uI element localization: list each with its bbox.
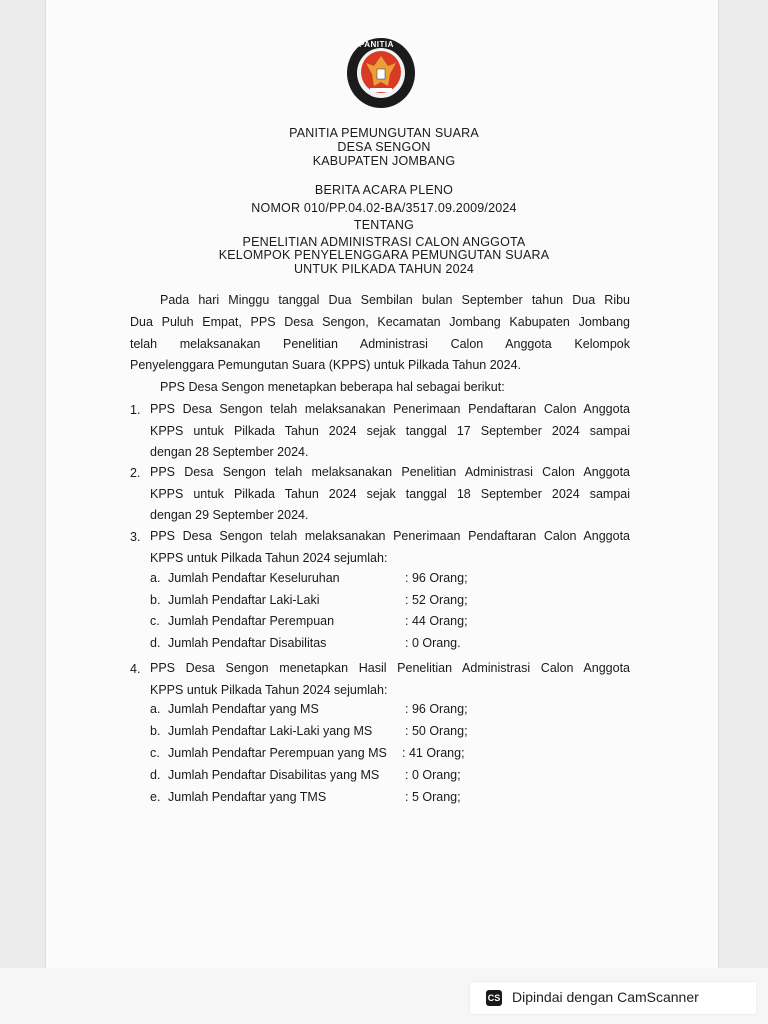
point-1-line-1: PPS Desa Sengon telah melaksanakan Penerimaan Pendaftaran Calon Anggota xyxy=(150,402,630,416)
org-line-1: PANITIA PEMUNGUTAN SUARA xyxy=(289,126,479,140)
intro-line-4: Penyelenggara Pemungutan Suara (KPPS) untuk Pilkada Tahun 2024. xyxy=(130,358,522,372)
list-letter: d. xyxy=(150,768,161,782)
list-item-label: Jumlah Pendaftar Perempuan xyxy=(168,614,335,628)
list-item-label: Jumlah Pendaftar Keseluruhan xyxy=(168,571,340,585)
point-3-line-2: KPPS untuk Pilkada Tahun 2024 sejumlah: xyxy=(150,551,388,565)
list-item-value: : 44 Orang; xyxy=(405,614,468,628)
point-4-line-1: PPS Desa Sengon menetapkan Hasil Penelitian Administrasi Calon Anggota xyxy=(150,661,630,675)
point-number: 3. xyxy=(130,530,141,544)
camscanner-label: Dipindai dengan CamScanner xyxy=(512,989,699,1005)
point-3-line-1: PPS Desa Sengon telah melaksanakan Penerimaan Pendaftaran Calon Anggota xyxy=(150,529,630,543)
list-letter: c. xyxy=(150,614,160,628)
list-letter: c. xyxy=(150,746,160,760)
list-item-value: : 96 Orang; xyxy=(405,702,468,716)
list-item-value: : 0 Orang. xyxy=(405,636,461,650)
list-item-label: Jumlah Pendaftar yang MS xyxy=(168,702,319,716)
point-2-line-3: dengan 29 September 2024. xyxy=(150,508,309,522)
list-item-label: Jumlah Pendaftar Laki-Laki yang MS xyxy=(168,724,373,738)
point-2-line-1: PPS Desa Sengon telah melaksanakan Penelitian Administrasi Calon Anggota xyxy=(150,465,630,479)
doc-number: NOMOR 010/PP.04.02-BA/3517.09.2009/2024 xyxy=(251,201,517,215)
camscanner-icon: CS xyxy=(486,990,502,1006)
list-letter: b. xyxy=(150,593,161,607)
doc-tentang: TENTANG xyxy=(353,218,415,232)
list-item-value: : 50 Orang; xyxy=(405,724,468,738)
list-item-label: Jumlah Pendaftar Disabilitas xyxy=(168,636,327,650)
intro-line-2: Dua Puluh Empat, PPS Desa Sengon, Kecamatan Jombang Kabupaten Jombang xyxy=(130,315,630,329)
doc-title: BERITA ACARA PLENO xyxy=(314,183,454,197)
logo-top-text: PANITIA xyxy=(359,40,394,49)
point-number: 2. xyxy=(130,466,141,480)
intro-line-3: telah melaksanakan Penelitian Administrasi Calon Anggota Kelompok xyxy=(130,337,630,351)
list-letter: a. xyxy=(150,571,161,585)
lead-text: PPS Desa Sengon menetapkan beberapa hal sebagai berikut: xyxy=(160,380,505,394)
list-item-value: : 41 Orang; xyxy=(402,746,465,760)
org-line-2: DESA SENGON xyxy=(337,140,431,154)
list-letter: d. xyxy=(150,636,161,650)
point-4-line-2: KPPS untuk Pilkada Tahun 2024 sejumlah: xyxy=(150,683,388,697)
list-item-label: Jumlah Pendaftar Disabilitas yang MS xyxy=(168,768,380,782)
list-letter: e. xyxy=(150,790,161,804)
intro-line-1: Pada hari Minggu tanggal Dua Sembilan bulan September tahun Dua Ribu xyxy=(160,293,630,307)
point-1-line-2: KPPS untuk Pilkada Tahun 2024 sejak tanggal 17 September 2024 sampai xyxy=(150,424,630,438)
point-2-line-2: KPPS untuk Pilkada Tahun 2024 sejak tanggal 18 September 2024 sampai xyxy=(150,487,630,501)
list-item-value: : 52 Orang; xyxy=(405,593,468,607)
point-1-line-3: dengan 28 September 2024. xyxy=(150,445,309,459)
list-item-label: Jumlah Pendaftar Perempuan yang MS xyxy=(168,746,387,760)
list-item-label: Jumlah Pendaftar Laki-Laki xyxy=(168,593,320,607)
point-number: 4. xyxy=(130,662,141,676)
point-number: 1. xyxy=(130,403,141,417)
doc-subject-3: UNTUK PILKADA TAHUN 2024 xyxy=(293,262,475,276)
org-line-3: KABUPATEN JOMBANG xyxy=(312,154,456,168)
list-item-value: : 5 Orang; xyxy=(405,790,461,804)
doc-subject-1: PENELITIAN ADMINISTRASI CALON ANGGOTA xyxy=(242,235,526,249)
list-letter: b. xyxy=(150,724,161,738)
list-item-label: Jumlah Pendaftar yang TMS xyxy=(168,790,327,804)
doc-subject-2: KELOMPOK PENYELENGGARA PEMUNGUTAN SUARA xyxy=(218,248,550,262)
list-item-value: : 0 Orang; xyxy=(405,768,461,782)
list-letter: a. xyxy=(150,702,161,716)
camscanner-watermark xyxy=(470,982,756,1014)
list-item-value: : 96 Orang; xyxy=(405,571,468,585)
